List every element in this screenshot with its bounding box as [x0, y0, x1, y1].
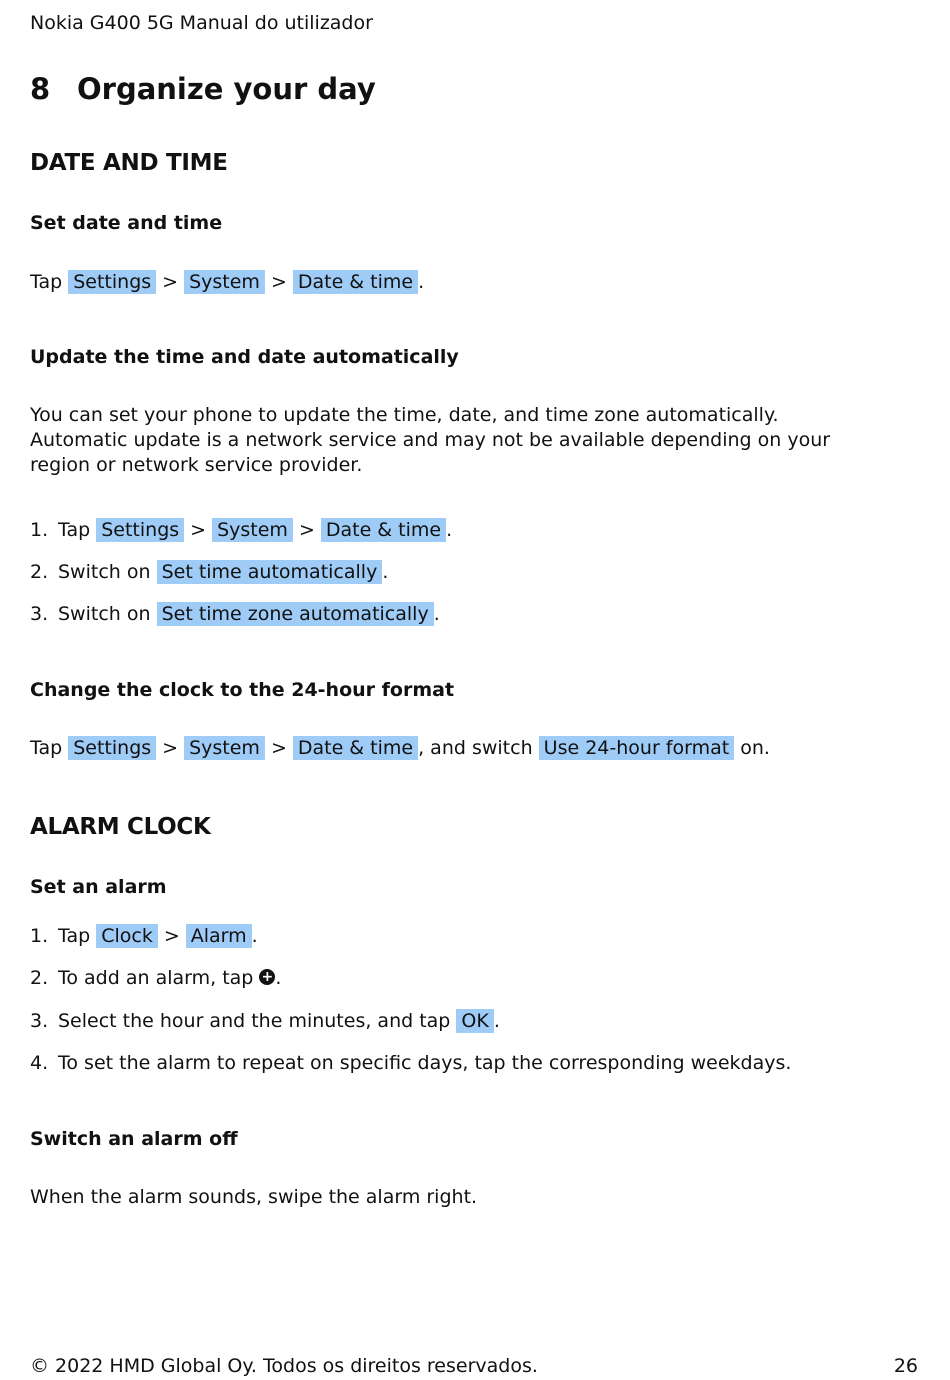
page-number: 26 — [893, 1355, 918, 1377]
ui-label-settings: Settings — [96, 518, 184, 542]
ui-label-settings: Settings — [68, 736, 156, 760]
ui-label-system: System — [184, 270, 265, 294]
menu-separator: > — [298, 519, 315, 541]
format24-instruction: Tap Settings > System > Date & time , and switch Use 24-hour format on. — [30, 737, 770, 759]
chapter-number: 8 — [30, 72, 51, 106]
menu-separator: > — [270, 737, 287, 759]
chapter-title-text: Organize your day — [77, 72, 376, 106]
footer-copyright: © 2022 HMD Global Oy. Todos os direitos reservados. — [30, 1355, 538, 1377]
ui-label-settings: Settings — [68, 270, 156, 294]
list-item: 3. Select the hour and the minutes, and tap OK . — [30, 1010, 500, 1032]
ui-label-ok: OK — [456, 1009, 493, 1033]
list-item: 1. Tap Settings > System > Date & time . — [30, 519, 453, 541]
list-item: 2. Switch on Set time automatically . — [30, 561, 389, 583]
section-heading-date-time: DATE AND TIME — [30, 150, 228, 176]
list-item: 3. Switch on Set time zone automatically . — [30, 603, 440, 625]
update-automatically-paragraph: You can set your phone to update the time, date, and time zone automatically. Automatic update is a network service and may not be available depending on your region or network service provider. — [30, 404, 831, 476]
subheading-switch-alarm-off: Switch an alarm off — [30, 1128, 238, 1150]
subheading-set-alarm: Set an alarm — [30, 876, 167, 898]
ui-label-system: System — [184, 736, 265, 760]
ui-label-system: System — [212, 518, 293, 542]
menu-separator: > — [190, 519, 207, 541]
subheading-update-automatically: Update the time and date automatically — [30, 346, 459, 368]
subheading-set-date-time: Set date and time — [30, 212, 223, 234]
menu-separator: > — [270, 271, 287, 293]
ui-label-set-time-zone-automatically: Set time zone automatically — [157, 602, 434, 626]
switch-alarm-off-paragraph: When the alarm sounds, swipe the alarm right. — [30, 1186, 478, 1208]
subheading-24-hour-format: Change the clock to the 24-hour format — [30, 679, 455, 701]
ui-label-date-time: Date & time — [293, 736, 418, 760]
list-item: 2. To add an alarm, tap + . — [30, 967, 282, 989]
page-header: Nokia G400 5G Manual do utilizador — [30, 12, 373, 34]
ui-label-alarm: Alarm — [186, 924, 252, 948]
menu-separator: > — [162, 271, 179, 293]
menu-separator: > — [163, 925, 180, 947]
list-item: 4. To set the alarm to repeat on specific days, tap the corresponding weekdays. — [30, 1052, 792, 1074]
list-item: 1. Tap Clock > Alarm . — [30, 925, 258, 947]
menu-separator: > — [162, 737, 179, 759]
section-heading-alarm-clock: ALARM CLOCK — [30, 814, 211, 840]
ui-label-clock: Clock — [96, 924, 158, 948]
ui-label-set-time-automatically: Set time automatically — [157, 560, 383, 584]
ui-label-date-time: Date & time — [293, 270, 418, 294]
set-date-time-instruction: Tap Settings > System > Date & time . — [30, 271, 425, 293]
add-circle-icon: + — [259, 969, 275, 985]
chapter-title — [30, 72, 376, 106]
ui-label-use-24-hour-format: Use 24-hour format — [539, 736, 735, 760]
ui-label-date-time: Date & time — [321, 518, 446, 542]
